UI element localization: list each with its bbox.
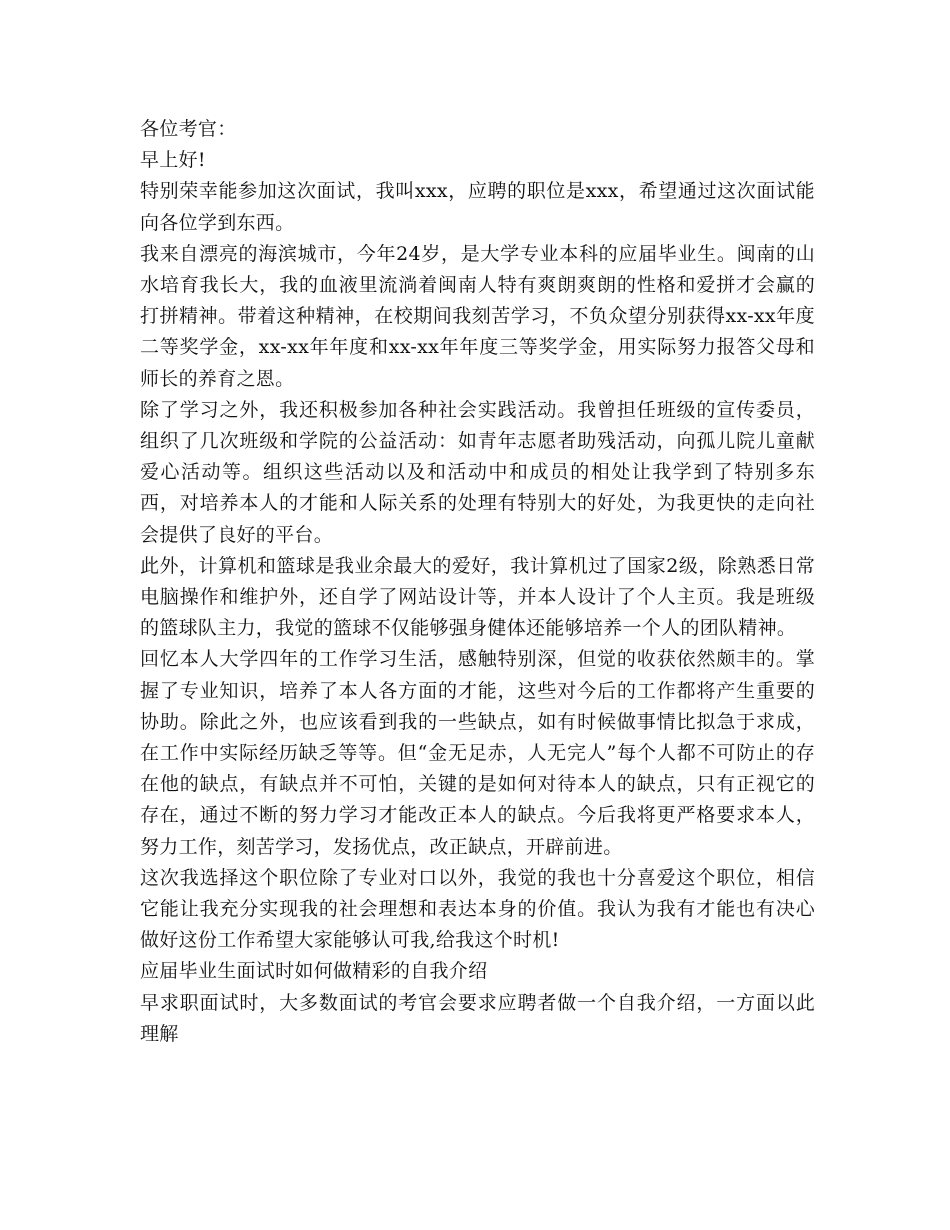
paragraph-background: 我来自漂亮的海滨城市，今年24岁，是大学专业本科的应届毕业生。闽南的山水培育我长大，我的血液里流淌着闽南人特有爽朗爽朗的性格和爱拼才会赢的打拼精神。带着这种精神，在校期间我刻苦学习，不负众望分别获得xx-xx年度二等奖学金，xx-xx年年度和xx-xx年年度三等奖学金，用实际努力报答父母和师长的养育之恩。	[140, 242, 815, 390]
salutation: 各位考官：	[140, 118, 237, 140]
document-body	[140, 114, 815, 1050]
paragraph-motivation: 这次我选择这个职位除了专业对口以外，我觉的我也十分喜爱这个职位，相信它能让我充分实现我的社会理想和表达本身的价值。我认为我有才能也有决心做好这份工作希望大家能够认可我,给我这个时机!	[140, 866, 815, 952]
paragraph-section-start: 早求职面试时，大多数面试的考官会要求应聘者做一个自我介绍，一方面以此理解	[140, 991, 815, 1045]
paragraph-hobbies: 此外，计算机和篮球是我业余最大的爱好，我计算机过了国家2级，除熟悉日常电脑操作和维护外，还自学了网站设计等，并本人设计了个人主页。我是班级的篮球队主力，我觉的篮球不仅能够强身健体还能够培养一个人的团队精神。	[140, 554, 815, 640]
paragraph-intro: 特别荣幸能参加这次面试，我叫xxx，应聘的职位是xxx，希望通过这次面试能向各位学到东西。	[140, 180, 815, 234]
greeting: 早上好!	[140, 149, 206, 172]
paragraph-reflection: 回忆本人大学四年的工作学习生活，感触特别深，但觉的收获依然颇丰的。掌握了专业知识，培养了本人各方面的才能，这些对今后的工作都将产生重要的协助。除此之外，也应该看到我的一些缺点，如有时候做事情比拟急于求成，在工作中实际经历缺乏等等。但“金无足赤，人无完人”每个人都不可防止的存在他的缺点，有缺点并不可怕，关键的是如何对待本人的缺点，只有正视它的存在，通过不断的努力学习才能改正本人的缺点。今后我将更严格要求本人，努力工作，刻苦学习，发扬优点，改正缺点，开辟前进。	[140, 648, 815, 858]
paragraph-activities: 除了学习之外，我还积极参加各种社会实践活动。我曾担任班级的宣传委员，组织了几次班级和学院的公益活动：如青年志愿者助残活动，向孤儿院儿童献爱心活动等。组织这些活动以及和活动中和成员的相处让我学到了特别多东西，对培养本人的才能和人际关系的处理有特别大的好处，为我更快的走向社会提供了良好的平台。	[140, 398, 815, 546]
section-heading: 应届毕业生面试时如何做精彩的自我介绍	[140, 960, 488, 983]
